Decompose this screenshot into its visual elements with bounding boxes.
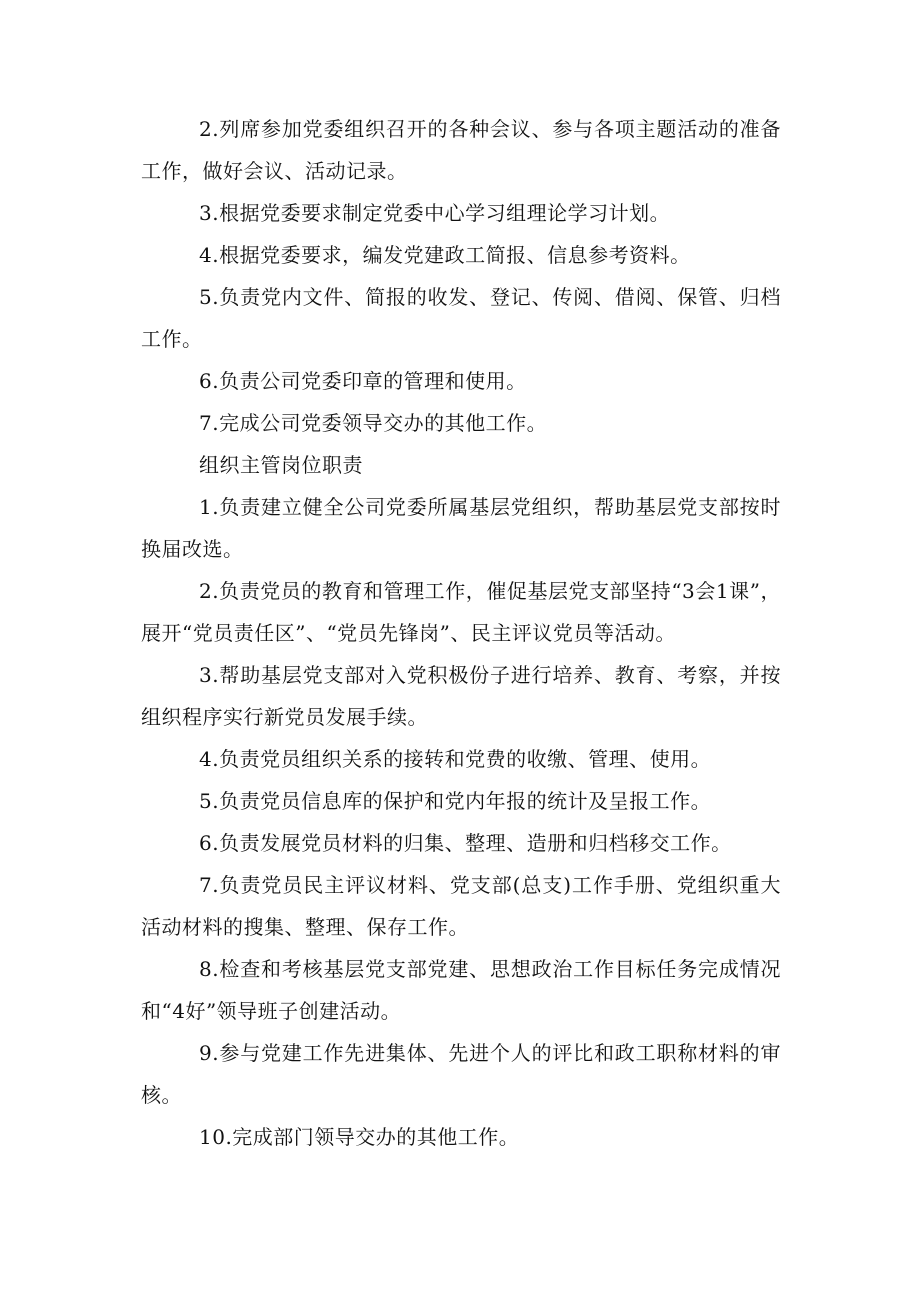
duty-item: 4.负责党员组织关系的接转和党费的收缴、管理、使用。 [199, 747, 712, 771]
document-body [141, 108, 781, 1158]
duty-item: 4.根据党委要求，编发党建政工简报、信息参考资料。 [199, 243, 691, 267]
duty-item: 5.负责党内文件、简报的收发、登记、传阅、借阅、保管、归档工作。 [141, 285, 781, 351]
duty-item: 7.负责党员民主评议材料、党支部(总支)工作手册、党组织重大活动材料的搜集、整理、保存工作。 [141, 873, 781, 939]
duty-item: 9.参与党建工作先进集体、先进个人的评比和政工职称材料的审核。 [141, 1041, 781, 1107]
duty-item: 5.负责党员信息库的保护和党内年报的统计及呈报工作。 [199, 789, 712, 813]
duty-item: 2.列席参加党委组织召开的各种会议、参与各项主题活动的准备工作，做好会议、活动记录。 [141, 117, 781, 183]
duty-item: 3.根据党委要求制定党委中心学习组理论学习计划。 [199, 201, 671, 225]
duty-item: 6.负责公司党委印章的管理和使用。 [199, 369, 527, 393]
duty-item: 8.检查和考核基层党支部党建、思想政治工作目标任务完成情况和“4好”领导班子创建活动。 [141, 957, 781, 1023]
section-heading: 组织主管岗位职责 [199, 453, 363, 477]
duty-item: 7.完成公司党委领导交办的其他工作。 [199, 411, 548, 435]
duty-item: 6.负责发展党员材料的归集、整理、造册和归档移交工作。 [199, 831, 732, 855]
duty-item: 1.负责建立健全公司党委所属基层党组织，帮助基层党支部按时换届改选。 [141, 495, 781, 561]
duty-item: 2.负责党员的教育和管理工作，催促基层党支部坚持“3会1课”，展开“党员责任区”、“党员先锋岗”、民主评议党员等活动。 [141, 579, 781, 645]
duty-item: 3.帮助基层党支部对入党积极份子进行培养、教育、考察，并按组织程序实行新党员发展手续。 [141, 663, 781, 729]
duty-item: 10.完成部门领导交办的其他工作。 [199, 1125, 520, 1149]
